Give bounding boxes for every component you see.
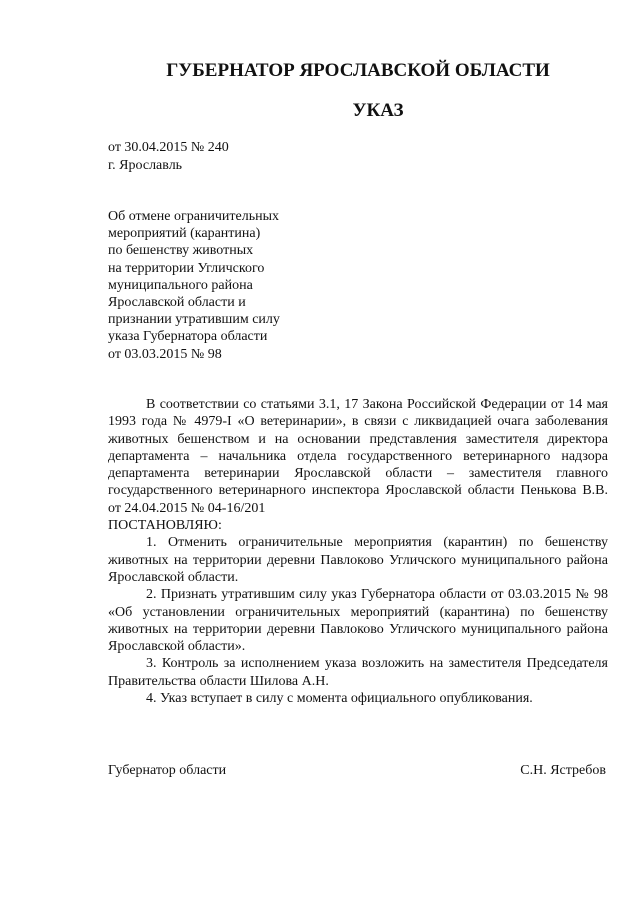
subject-line: указа Губернатора области [108, 329, 268, 345]
document-type: УКАЗ [352, 100, 404, 121]
document-meta [108, 139, 229, 175]
resolve-heading: ПОСТАНОВЛЯЮ: [108, 518, 222, 534]
subject-line: по бешенству животных [108, 243, 254, 259]
preamble-paragraph: В соответствии со статьями 3.1, 17 Закона Российской Федерации от 14 мая 1993 года № 4979-I «О ветеринарии», в связи с ликвидацией очага заболевания животных бешенством и на основании представления заместителя директора департамента – начальника отдела государственного ветеринарного надзора департамента ветеринарии Ярославской области – заместителя главного государственного ветеринарного инспектора Ярославской области Пенькова В.В. от 24.04.2015 № 04-16/201 [108, 397, 608, 516]
document-body [108, 396, 608, 707]
subject-line: на территории Угличского [108, 260, 265, 276]
subject-line: муниципального района [108, 277, 253, 293]
date-number: от 30.04.2015 № 240 [108, 140, 229, 155]
decree-item-1: 1. Отменить ограничительные мероприятия (карантин) по бешенству животных на территории деревни Павлоково Угличского муниципального района Ярославской области. [108, 535, 608, 585]
subject-line: Ярославской области и [108, 295, 246, 311]
signature-position: Губернатор области [108, 763, 227, 778]
decree-item-2: 2. Признать утратившим силу указ Губернатора области от 03.03.2015 № 98 «Об установлении ограничительных мероприятий (карантина) по бешенству животных на территории деревни Павлоково Угличского муниципального района Ярославской области». [108, 587, 608, 655]
decree-item-4: 4. Указ вступает в силу с момента официального опубликования. [146, 691, 533, 707]
city: г. Ярославль [108, 158, 183, 173]
decree-item-3: 3. Контроль за исполнением указа возложить на заместителя Председателя Правительства области Шилова А.Н. [108, 656, 608, 689]
subject-line: Об отмене ограничительных [108, 209, 280, 224]
authority-title: ГУБЕРНАТОР ЯРОСЛАВСКОЙ ОБЛАСТИ [166, 60, 550, 81]
subject-line: признании утратившим силу [108, 312, 280, 328]
subject-block [108, 208, 408, 363]
subject-line: от 03.03.2015 № 98 [108, 346, 222, 362]
subject-line: мероприятий (карантина) [108, 226, 261, 242]
signature-name: С.Н. Ястребов [520, 763, 606, 778]
